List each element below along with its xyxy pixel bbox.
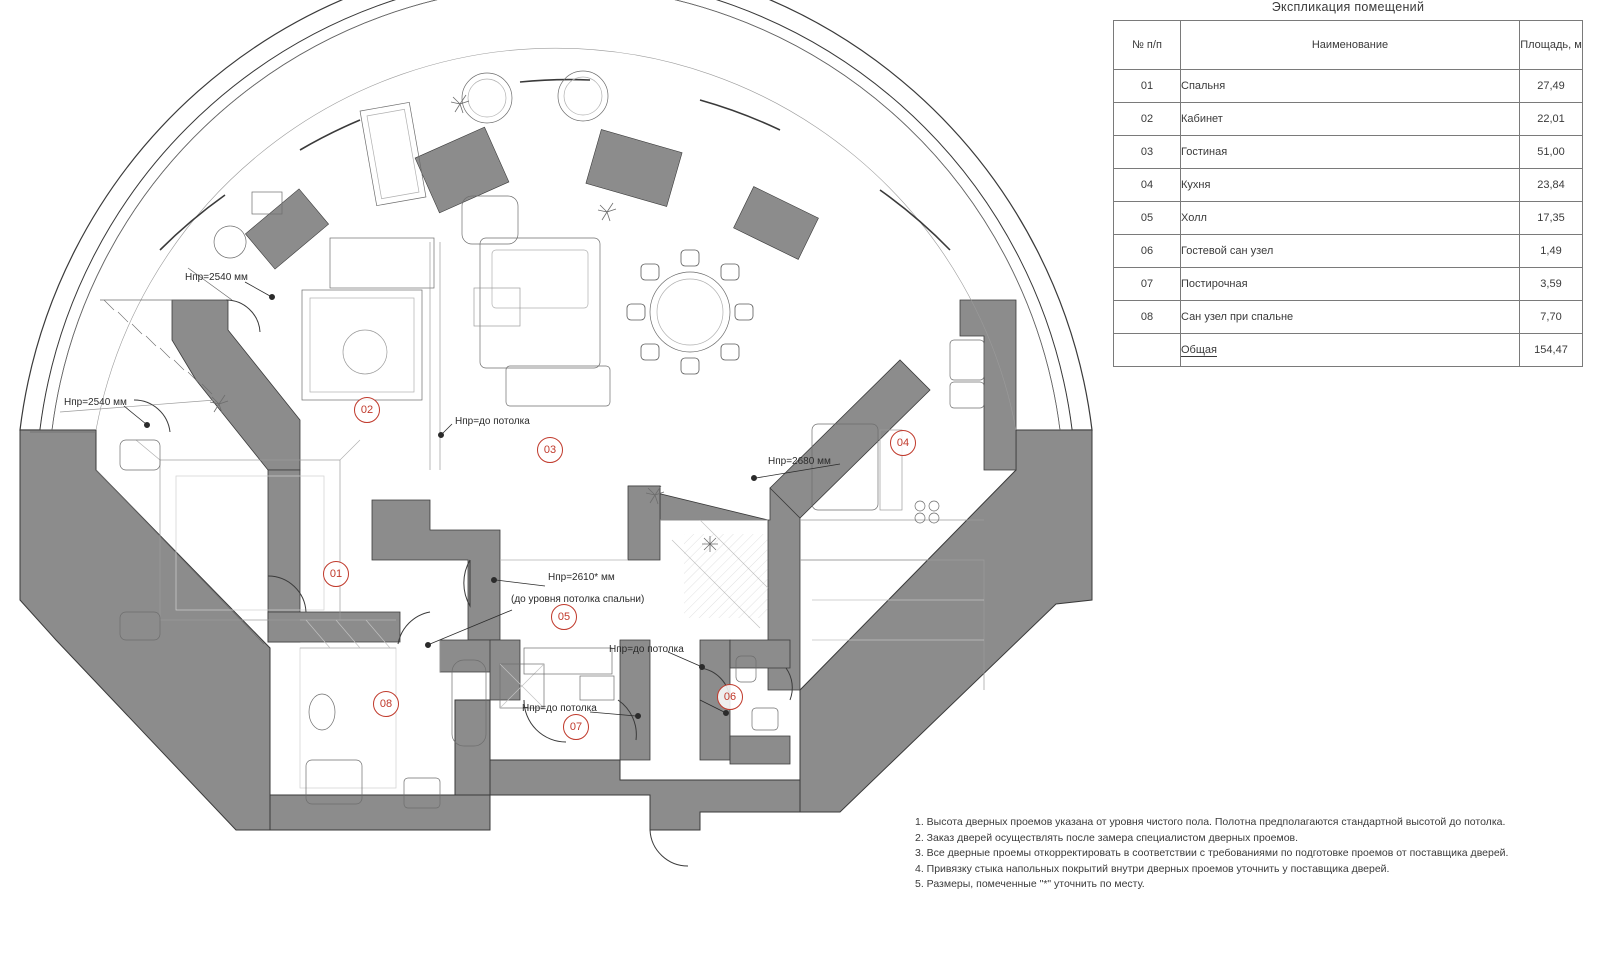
cell-number: 07 (1114, 268, 1181, 301)
table-row (1114, 136, 1583, 169)
cell-name: Кабинет (1181, 103, 1520, 136)
note-line: 1. Высота дверных проемов указана от уровня чистого пола. Полотна предполагаются стандартной высотой до потолка. (915, 816, 1506, 828)
callout-kitchen: Нпр=2680 мм (768, 456, 831, 467)
cell-area: 17,35 (1520, 202, 1583, 235)
cell-name: Холл (1181, 202, 1520, 235)
note-line: 3. Все дверные проемы откорректировать в соответствии с требованиями по подготовке проемов от поставщика дверей. (915, 847, 1509, 859)
cell-number (1114, 334, 1181, 367)
room-badge-02: 02 (354, 397, 380, 423)
cell-number: 05 (1114, 202, 1181, 235)
header-name: Наименование (1181, 21, 1520, 70)
note-line: 2. Заказ дверей осуществлять после замера специалистом дверных проемов. (915, 831, 1299, 844)
explication-table-block (1113, 0, 1583, 367)
cell-area: 3,59 (1520, 268, 1583, 301)
header-number: № п/п (1114, 21, 1181, 70)
callout-hall-main-2: (до уровня потолка спальни) (511, 594, 645, 605)
room-badge-05: 05 (551, 604, 577, 630)
table-row (1114, 103, 1583, 136)
cell-number: 02 (1114, 103, 1181, 136)
cell-name: Кухня (1181, 169, 1520, 202)
cell-number: 01 (1114, 70, 1181, 103)
cell-name: Гостиная (1181, 136, 1520, 169)
cell-area: 23,84 (1520, 169, 1583, 202)
cell-area: 22,01 (1520, 103, 1583, 136)
cell-number: 08 (1114, 301, 1181, 334)
cell-area: 1,49 (1520, 235, 1583, 268)
cell-number: 03 (1114, 136, 1181, 169)
total-label-underline: Общая (1181, 344, 1217, 356)
callout-kab-left-upper: Нпр=2540 мм (185, 272, 248, 283)
cell-number: 06 (1114, 235, 1181, 268)
cell-total-area: 154,47 (1520, 334, 1583, 367)
cell-total-label (1181, 334, 1520, 367)
table-row (1114, 169, 1583, 202)
room-badge-04: 04 (890, 430, 916, 456)
explication-table (1113, 20, 1583, 367)
room-badge-06: 06 (717, 684, 743, 710)
room-badge-07: 07 (563, 714, 589, 740)
cell-name: Постирочная (1181, 268, 1520, 301)
cell-name: Гостевой сан узел (1181, 235, 1520, 268)
cell-area: 7,70 (1520, 301, 1583, 334)
table-row (1114, 268, 1583, 301)
table-row (1114, 202, 1583, 235)
room-badge-08: 08 (373, 691, 399, 717)
callout-guest-wc-ceiling: Нпр=до потолка (609, 644, 684, 655)
table-row (1114, 70, 1583, 103)
notes-block (915, 815, 1595, 893)
callout-kab-left-lower: Нпр=2540 мм (64, 397, 127, 408)
table-total-row (1114, 334, 1583, 367)
note-line: 5. Размеры, помеченные "*" уточнить по месту. (915, 878, 1145, 890)
cell-name: Сан узел при спальне (1181, 301, 1520, 334)
callout-living-ceiling: Нпр=до потолка (455, 416, 530, 427)
callout-laundry-ceiling: Нпр=до потолка (522, 703, 597, 714)
table-header-row (1114, 21, 1583, 70)
cell-name: Спальня (1181, 70, 1520, 103)
room-badge-03: 03 (537, 437, 563, 463)
table-row (1114, 235, 1583, 268)
cell-area: 51,00 (1520, 136, 1583, 169)
room-badge-01: 01 (323, 561, 349, 587)
explication-title: Экспликация помещений (1271, 0, 1425, 14)
cell-number: 04 (1114, 169, 1181, 202)
table-row (1114, 301, 1583, 334)
callout-hall-main-1: Нпр=2610* мм (548, 572, 615, 583)
cell-area: 27,49 (1520, 70, 1583, 103)
note-line: 4. Привязку стыка напольных покрытий внутри дверных проемов уточнить у поставщика дверей. (915, 862, 1390, 875)
header-area: Площадь, м (1520, 21, 1583, 70)
